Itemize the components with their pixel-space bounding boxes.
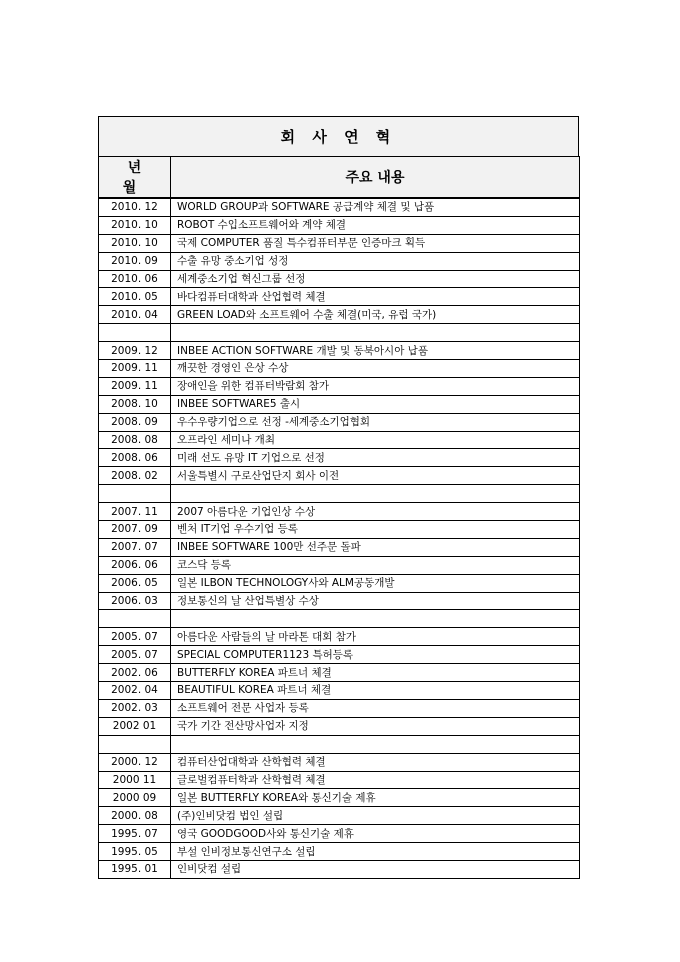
table-row xyxy=(99,538,580,556)
row-date: 1995. 05 xyxy=(99,843,171,861)
table-row xyxy=(99,377,580,395)
row-date: 2008. 09 xyxy=(99,413,171,431)
row-content: 깨끗한 경영인 은상 수상 xyxy=(171,360,580,378)
row-content xyxy=(171,485,580,503)
table-row xyxy=(99,306,580,324)
row-date: 2000 09 xyxy=(99,789,171,807)
row-content: INBEE SOFTWARE 100만 선주문 돌파 xyxy=(171,538,580,556)
spacer-row xyxy=(99,610,580,628)
row-content: 우수우량기업으로 선정 -세계중소기업협회 xyxy=(171,413,580,431)
row-content: 2007 아름다운 기업인상 수상 xyxy=(171,503,580,521)
table-row xyxy=(99,521,580,539)
row-date: 2010. 09 xyxy=(99,252,171,270)
table-row xyxy=(99,592,580,610)
table-row xyxy=(99,574,580,592)
row-date: 2002. 06 xyxy=(99,664,171,682)
row-date xyxy=(99,485,171,503)
header-row xyxy=(99,157,580,199)
row-date: 1995. 01 xyxy=(99,860,171,878)
table-row xyxy=(99,395,580,413)
row-content: 정보통신의 날 산업특별상 수상 xyxy=(171,592,580,610)
row-date: 2010. 04 xyxy=(99,306,171,324)
table-row xyxy=(99,717,580,735)
row-date: 2008. 02 xyxy=(99,467,171,485)
row-content: WORLD GROUP과 SOFTWARE 공급계약 체결 및 납품 xyxy=(171,198,580,216)
row-content xyxy=(171,324,580,342)
table-row xyxy=(99,431,580,449)
row-date: 2002 01 xyxy=(99,717,171,735)
row-content: 서울특별시 구로산업단지 회사 이전 xyxy=(171,467,580,485)
row-date xyxy=(99,735,171,753)
row-date: 2000. 08 xyxy=(99,807,171,825)
table-row xyxy=(99,753,580,771)
table-row xyxy=(99,789,580,807)
history-table xyxy=(98,156,580,879)
row-date: 2010. 10 xyxy=(99,234,171,252)
row-date: 2005. 07 xyxy=(99,628,171,646)
row-date: 2007. 09 xyxy=(99,521,171,539)
row-content: 인비닷컴 설립 xyxy=(171,860,580,878)
row-content: BEAUTIFUL KOREA 파트너 체결 xyxy=(171,682,580,700)
row-date: 2008. 06 xyxy=(99,449,171,467)
table-row xyxy=(99,646,580,664)
spacer-row xyxy=(99,735,580,753)
table-row xyxy=(99,270,580,288)
row-date: 2008. 10 xyxy=(99,395,171,413)
row-content: 코스닥 등록 xyxy=(171,556,580,574)
spacer-row xyxy=(99,485,580,503)
row-content: 일본 BUTTERFLY KOREA와 통신기술 제휴 xyxy=(171,789,580,807)
table-row xyxy=(99,860,580,878)
row-date: 2008. 08 xyxy=(99,431,171,449)
table-row xyxy=(99,682,580,700)
row-date: 2010. 05 xyxy=(99,288,171,306)
date-column-header: 년 월 xyxy=(99,157,171,199)
table-row xyxy=(99,234,580,252)
spacer-row xyxy=(99,324,580,342)
row-content: 소프트웨어 전문 사업자 등록 xyxy=(171,699,580,717)
row-content: 장애인을 위한 컴퓨터박람회 참가 xyxy=(171,377,580,395)
table-row xyxy=(99,467,580,485)
row-content: BUTTERFLY KOREA 파트너 체결 xyxy=(171,664,580,682)
row-date xyxy=(99,610,171,628)
row-content: INBEE SOFTWARE5 출시 xyxy=(171,395,580,413)
row-date: 2006. 03 xyxy=(99,592,171,610)
row-content: 일본 ILBON TECHNOLOGY사와 ALM공동개발 xyxy=(171,574,580,592)
row-content: 바다컴퓨터대학과 산업협력 체결 xyxy=(171,288,580,306)
row-content: 미래 선도 유망 IT 기업으로 선정 xyxy=(171,449,580,467)
row-date: 2010. 12 xyxy=(99,198,171,216)
table-row xyxy=(99,449,580,467)
row-date: 2006. 05 xyxy=(99,574,171,592)
row-date xyxy=(99,324,171,342)
row-content: ROBOT 수입소프트웨어와 계약 체결 xyxy=(171,216,580,234)
table-row xyxy=(99,360,580,378)
row-date: 2005. 07 xyxy=(99,646,171,664)
row-date: 2000 11 xyxy=(99,771,171,789)
row-content: 수출 유망 중소기업 성정 xyxy=(171,252,580,270)
row-date: 2000. 12 xyxy=(99,753,171,771)
table-row xyxy=(99,664,580,682)
row-content: 오프라인 세미나 개최 xyxy=(171,431,580,449)
row-content: SPECIAL COMPUTER1123 특허등록 xyxy=(171,646,580,664)
row-content: 글로벌컴퓨터학과 산학협력 체결 xyxy=(171,771,580,789)
table-row xyxy=(99,503,580,521)
row-content: 영국 GOODGOOD사와 통신기술 제휴 xyxy=(171,825,580,843)
table-row xyxy=(99,699,580,717)
content-column-header: 주요 내용 xyxy=(171,157,580,199)
table-row xyxy=(99,342,580,360)
row-date: 1995. 07 xyxy=(99,825,171,843)
table-row xyxy=(99,771,580,789)
row-content: 세계중소기업 혁신그룹 선정 xyxy=(171,270,580,288)
row-content: (주)인비닷컴 법인 설립 xyxy=(171,807,580,825)
table-row xyxy=(99,413,580,431)
table-row xyxy=(99,807,580,825)
company-history-document xyxy=(98,116,579,879)
row-content: GREEN LOAD와 소프트웨어 수출 체결(미국, 유럽 국가) xyxy=(171,306,580,324)
row-date: 2009. 11 xyxy=(99,360,171,378)
row-content xyxy=(171,610,580,628)
row-content: 부설 인비정보통신연구소 설립 xyxy=(171,843,580,861)
table-row xyxy=(99,843,580,861)
table-row xyxy=(99,556,580,574)
table-row xyxy=(99,825,580,843)
row-content xyxy=(171,735,580,753)
row-content: 국가 기간 전산망사업자 지정 xyxy=(171,717,580,735)
row-date: 2007. 11 xyxy=(99,503,171,521)
row-date: 2002. 03 xyxy=(99,699,171,717)
row-date: 2009. 12 xyxy=(99,342,171,360)
table-row xyxy=(99,216,580,234)
row-date: 2007. 07 xyxy=(99,538,171,556)
table-row xyxy=(99,288,580,306)
table-row xyxy=(99,198,580,216)
table-row xyxy=(99,252,580,270)
row-content: 국제 COMPUTER 품질 특수컴퓨터부문 인증마크 획득 xyxy=(171,234,580,252)
row-date: 2010. 06 xyxy=(99,270,171,288)
history-rows xyxy=(99,198,580,878)
row-content: 컴퓨터산업대학과 산학협력 체결 xyxy=(171,753,580,771)
row-date: 2010. 10 xyxy=(99,216,171,234)
row-date: 2006. 06 xyxy=(99,556,171,574)
row-content: 아름다운 사람들의 날 마라톤 대회 참가 xyxy=(171,628,580,646)
row-date: 2002. 04 xyxy=(99,682,171,700)
row-content: INBEE ACTION SOFTWARE 개발 및 동북아시아 납품 xyxy=(171,342,580,360)
table-row xyxy=(99,628,580,646)
row-date: 2009. 11 xyxy=(99,377,171,395)
row-content: 벤처 IT기업 우수기업 등록 xyxy=(171,521,580,539)
document-title: 회 사 연 혁 xyxy=(98,116,579,156)
